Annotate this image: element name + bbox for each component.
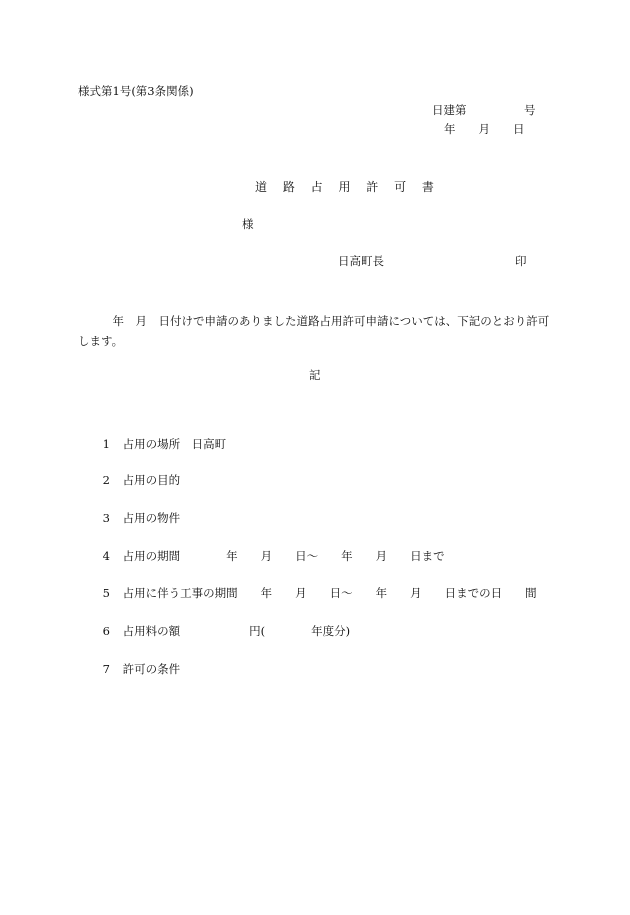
page-title: 道 路 占 用 許 可 書 [255, 180, 440, 194]
addressee: 様 [242, 217, 254, 231]
item-text: 占用料の額 円( 年度分) [122, 623, 351, 638]
doc-number: 日建第 号 [432, 103, 536, 117]
item-text: 占用の場所 日高町 [122, 436, 227, 451]
item-text: 許可の条件 [122, 661, 181, 676]
item-text: 占用の期間 年 月 日～ 年 月 日まで [122, 548, 445, 563]
item-text: 占用に伴う工事の期間 年 月 日～ 年 月 日までの日 間 [122, 585, 537, 600]
item-number: 3 [102, 510, 110, 525]
list-item [88, 614, 350, 649]
list-item [88, 501, 180, 536]
list-item [88, 652, 180, 687]
item-text: 占用の目的 [122, 472, 181, 487]
item-number: 7 [102, 661, 110, 676]
form-label: 様式第1号(第3条関係) [78, 84, 194, 98]
list-item [88, 539, 445, 574]
list-item [88, 463, 180, 498]
list-item [88, 576, 537, 611]
item-number: 4 [102, 548, 110, 563]
issuer-name: 日高町長 [338, 254, 384, 268]
item-number: 2 [102, 472, 110, 487]
item-text: 占用の物件 [122, 510, 181, 525]
body-paragraph: 年 月 日付けで申請のありました道路占用許可申請については、下記のとおり許可します。 [78, 314, 550, 348]
issue-date: 年 月 日 [444, 122, 525, 136]
list-item [88, 427, 226, 462]
seal-mark: 印 [515, 254, 527, 268]
item-number: 5 [102, 585, 110, 600]
item-number: 6 [102, 623, 110, 638]
ki-heading: 記 [309, 368, 321, 382]
item-number: 1 [102, 436, 110, 451]
